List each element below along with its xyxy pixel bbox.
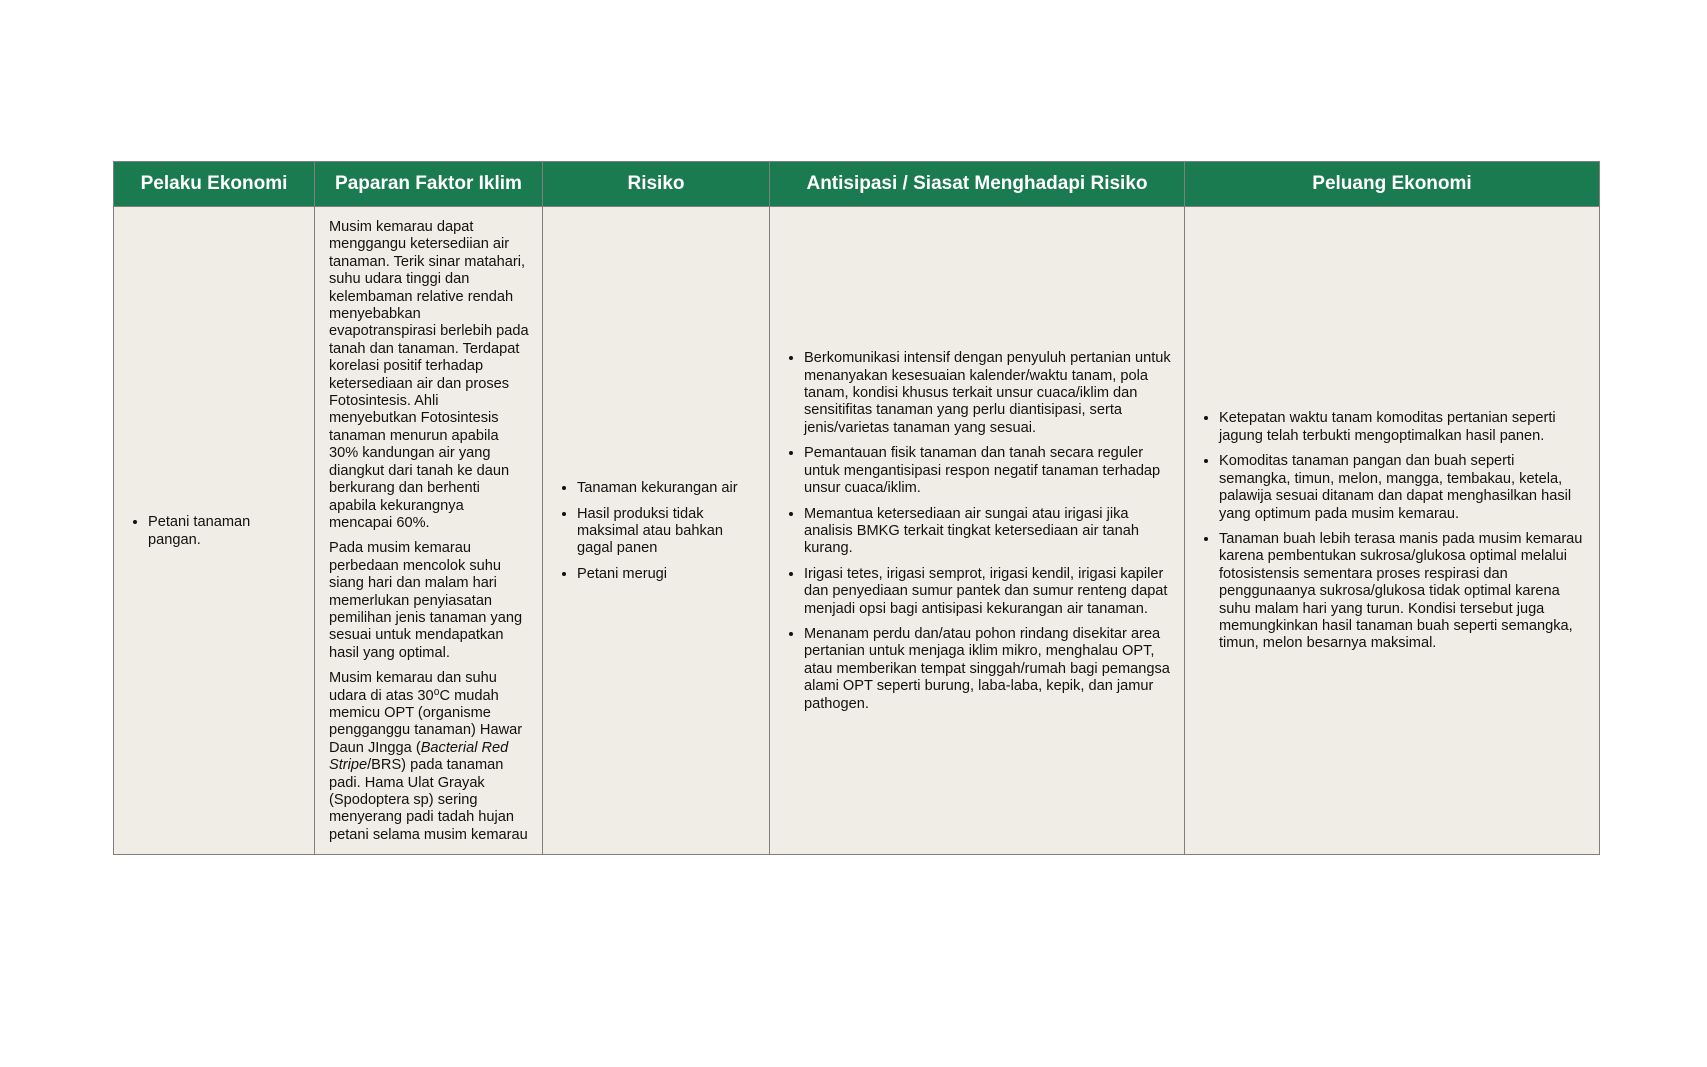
header-antisipasi: Antisipasi / Siasat Menghadapi Risiko: [770, 162, 1185, 207]
list-item: • Pemantauan fisik tanaman dan tanah secara reguler untuk mengantisipasi respon negatif tanaman terhadap unsur cuaca/iklim.: [804, 445, 1172, 497]
list-item: • Tanaman buah lebih terasa manis pada musim kemarau karena pembentukan sukrosa/glukosa optimal melalui fotosistensis sementara proses respirasi dan penggunaanya sukrosa/glukosa tidak optimal karena suhu malam hari yang turun. Kondisi tersebut juga memungkinkan hasil tanaman buah seperti semangka, timun, melon besarnya maksimal.: [1219, 531, 1587, 653]
header-peluang-ekonomi: Peluang Ekonomi: [1185, 162, 1600, 207]
list-item: • Irigasi tetes, irigasi semprot, irigasi kendil, irigasi kapiler dan penyediaan sumur pantek dan sumur renteng dapat menjadi opsi bagi antisipasi kekurangan air tanaman.: [804, 566, 1172, 618]
peluang-list: [1197, 410, 1587, 652]
cell-risiko: [543, 207, 770, 855]
cell-paparan-faktor-iklim: [315, 207, 543, 855]
list-item: • Memantua ketersediaan air sungai atau irigasi jika analisis BMKG terkait tingkat ketersediaan air tanah kurang.: [804, 506, 1172, 558]
paparan-p3-text-before: Musim kemarau dan suhu udara di atas 30⁰C mudah memicu OPT (organisme pengganggu tanaman) Hawar Daun JIngga (: [329, 670, 523, 756]
list-item: • Ketepatan waktu tanam komoditas pertanian seperti jagung telah terbukti mengoptimalkan hasil panen.: [1219, 410, 1587, 445]
list-item: • Petani merugi: [577, 566, 757, 583]
table-row: [114, 207, 1600, 855]
risiko-list: [555, 480, 757, 583]
paparan-p3-text-after: /BRS) pada tanaman padi. Hama Ulat Grayak (Spodoptera sp) sering menyerang padi tadah hujan petani selama musim kemarau: [329, 757, 528, 843]
cell-pelaku-ekonomi: [114, 207, 315, 855]
list-item: • Hasil produksi tidak maksimal atau bahkan gagal panen: [577, 506, 757, 558]
table-header-row: [114, 162, 1600, 207]
list-item: • Berkomunikasi intensif dengan penyuluh pertanian untuk menanyakan kesesuaian kalender/waktu tanam, pola tanam, kondisi khusus terkait unsur cuaca/iklim dan sensitifitas tanaman yang perlu diantisipasi, serta jenis/varietas tanaman yang sesuai.: [804, 350, 1172, 437]
paparan-paragraph-2: Pada musim kemarau perbedaan mencolok suhu siang hari dan malam hari memerlukan penyiasatan pemilihan jenis tanaman yang sesuai untuk mendapatkan hasil yang optimal.: [329, 540, 523, 661]
list-item: • Petani tanaman pangan.: [148, 514, 302, 549]
list-item: • Menanam perdu dan/atau pohon rindang disekitar area pertanian untuk menjaga iklim mikro, menghalau OPT, atau memberikan tempat singgah/rumah bagi pemangsa alami OPT seperti burung, laba-laba, kepik, dan jamur pathogen.: [804, 626, 1172, 713]
cell-peluang-ekonomi: [1185, 207, 1600, 855]
pelaku-list: [126, 514, 302, 549]
paparan-p3-italic-term: Bacterial Red Stripe: [329, 739, 509, 774]
header-risiko: Risiko: [543, 162, 770, 207]
cell-antisipasi: [770, 207, 1185, 855]
climate-risk-table: [113, 161, 1600, 855]
list-item: • Komoditas tanaman pangan dan buah seperti semangka, timun, melon, mangga, tembakau, ketela, palawija sesuai ditanam dan dapat menghasilkan hasil yang optimum pada musim kemarau.: [1219, 453, 1587, 523]
paparan-paragraph-1: Musim kemarau dapat menggangu ketersediian air tanaman. Terik sinar matahari, suhu udara tinggi dan kelembaman relative rendah menyebabkan evapotranspirasi berlebih pada tanah dan tanaman. Terdapat korelasi positif terhadap ketersediaan air dan proses Fotosintesis. Ahli menyebutkan Fotosintesis tanaman menurun apabila 30% kandungan air yang diangkut dari tanah ke daun berkurang dan berhenti apabila kekurangnya mencapai 60%.: [329, 219, 529, 531]
header-paparan-faktor-iklim: Paparan Faktor Iklim: [315, 162, 543, 207]
header-pelaku-ekonomi: Pelaku Ekonomi: [114, 162, 315, 207]
list-item: • Tanaman kekurangan air: [577, 480, 757, 497]
paparan-paragraph-3: [329, 670, 530, 844]
antisipasi-list: [782, 350, 1172, 713]
climate-risk-table-container: [113, 161, 1599, 855]
